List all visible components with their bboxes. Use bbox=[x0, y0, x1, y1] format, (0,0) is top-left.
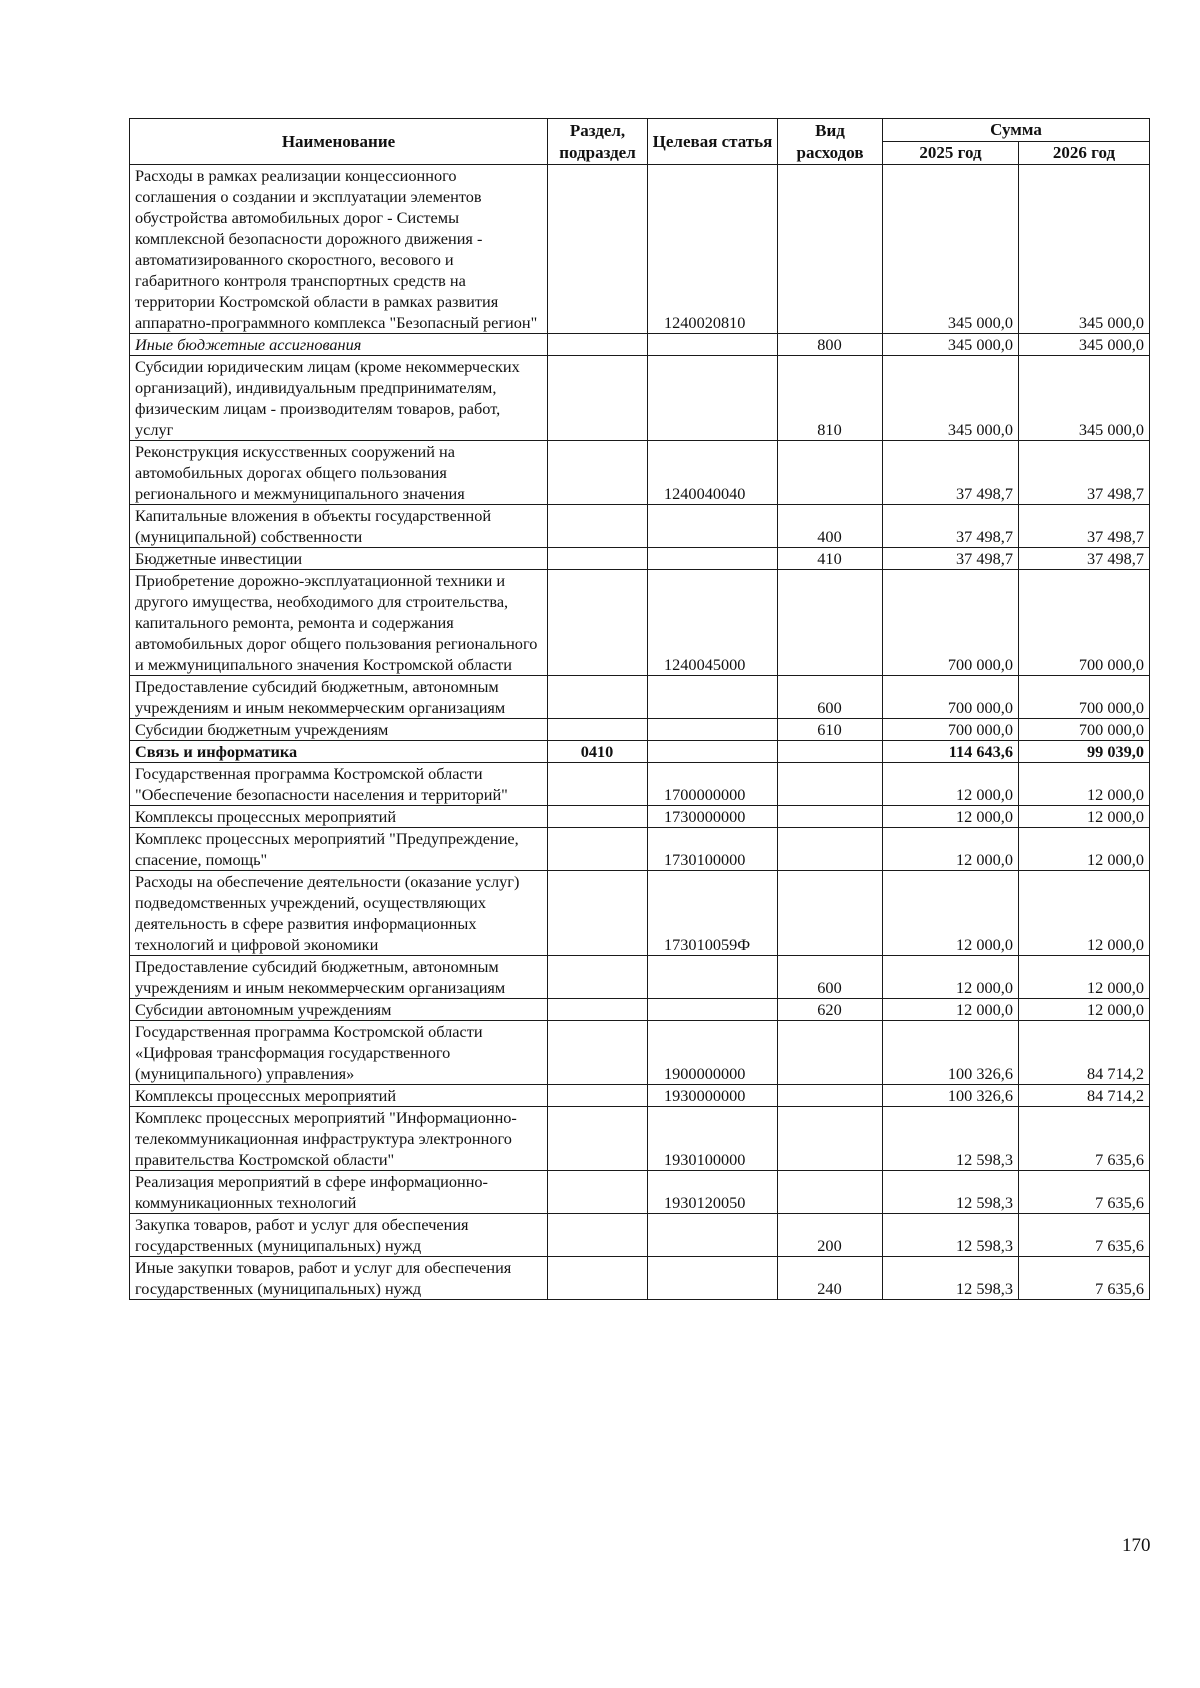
row-sum-2026: 700 000,0 bbox=[1019, 676, 1150, 719]
row-sum-2026: 84 714,2 bbox=[1019, 1085, 1150, 1107]
row-section bbox=[548, 828, 648, 871]
row-target: 1240040040 bbox=[648, 441, 778, 505]
table-row bbox=[130, 334, 1150, 356]
row-target: 1730100000 bbox=[648, 828, 778, 871]
row-kind: 800 bbox=[778, 334, 883, 356]
row-sum-2026: 7 635,6 bbox=[1019, 1257, 1150, 1300]
table-row bbox=[130, 806, 1150, 828]
header-kind: Вид расходов bbox=[778, 119, 883, 165]
row-target: 1240045000 bbox=[648, 570, 778, 676]
row-sum-2026: 12 000,0 bbox=[1019, 999, 1150, 1021]
row-sum-2025: 12 000,0 bbox=[883, 999, 1019, 1021]
row-sum-2026: 345 000,0 bbox=[1019, 356, 1150, 441]
row-sum-2025: 12 598,3 bbox=[883, 1214, 1019, 1257]
row-section bbox=[548, 1171, 648, 1214]
row-sum-2026: 37 498,7 bbox=[1019, 441, 1150, 505]
row-kind: 600 bbox=[778, 956, 883, 999]
row-name: Связь и информатика bbox=[130, 741, 548, 763]
table-row bbox=[130, 828, 1150, 871]
row-name: Государственная программа Костромской области «Цифровая трансформация государственного (муниципального) управления» bbox=[130, 1021, 548, 1085]
row-name: Предоставление субсидий бюджетным, автономным учреждениям и иным некоммерческим организациям bbox=[130, 956, 548, 999]
row-kind: 240 bbox=[778, 1257, 883, 1300]
row-sum-2025: 12 598,3 bbox=[883, 1171, 1019, 1214]
row-target bbox=[648, 1214, 778, 1257]
row-target bbox=[648, 356, 778, 441]
row-kind bbox=[778, 1085, 883, 1107]
row-sum-2026: 12 000,0 bbox=[1019, 763, 1150, 806]
row-section bbox=[548, 334, 648, 356]
header-target: Целевая статья bbox=[648, 119, 778, 165]
row-sum-2026: 12 000,0 bbox=[1019, 828, 1150, 871]
table-row bbox=[130, 719, 1150, 741]
row-kind: 400 bbox=[778, 505, 883, 548]
row-name: Субсидии бюджетным учреждениям bbox=[130, 719, 548, 741]
row-kind bbox=[778, 1171, 883, 1214]
table-row bbox=[130, 1257, 1150, 1300]
table-row bbox=[130, 956, 1150, 999]
header-year-2025: 2025 год bbox=[883, 142, 1019, 165]
row-sum-2025: 345 000,0 bbox=[883, 334, 1019, 356]
row-kind: 410 bbox=[778, 548, 883, 570]
row-name: Приобретение дорожно-эксплуатационной техники и другого имущества, необходимого для строительства, капитального ремонта, ремонта и содержания автомобильных дорог общего пользования регионального и межмуниципального значения Костромской области bbox=[130, 570, 548, 676]
row-target bbox=[648, 676, 778, 719]
row-name: Комплексы процессных мероприятий bbox=[130, 806, 548, 828]
row-section bbox=[548, 719, 648, 741]
row-section bbox=[548, 806, 648, 828]
row-sum-2025: 37 498,7 bbox=[883, 548, 1019, 570]
row-sum-2025: 100 326,6 bbox=[883, 1085, 1019, 1107]
row-name: Реализация мероприятий в сфере информационно-коммуникационных технологий bbox=[130, 1171, 548, 1214]
row-section bbox=[548, 505, 648, 548]
row-section bbox=[548, 763, 648, 806]
row-target: 1900000000 bbox=[648, 1021, 778, 1085]
row-sum-2026: 700 000,0 bbox=[1019, 719, 1150, 741]
table-row bbox=[130, 1214, 1150, 1257]
row-kind: 600 bbox=[778, 676, 883, 719]
header-section: Раздел, подраздел bbox=[548, 119, 648, 165]
row-name: Иные закупки товаров, работ и услуг для обеспечения государственных (муниципальных) нужд bbox=[130, 1257, 548, 1300]
budget-table bbox=[129, 118, 1150, 1300]
row-name: Бюджетные инвестиции bbox=[130, 548, 548, 570]
row-sum-2026: 345 000,0 bbox=[1019, 165, 1150, 334]
row-sum-2025: 37 498,7 bbox=[883, 441, 1019, 505]
row-section bbox=[548, 165, 648, 334]
row-sum-2026: 7 635,6 bbox=[1019, 1214, 1150, 1257]
row-kind bbox=[778, 871, 883, 956]
table-row bbox=[130, 676, 1150, 719]
row-sum-2025: 100 326,6 bbox=[883, 1021, 1019, 1085]
table-row bbox=[130, 741, 1150, 763]
row-name: Комплекс процессных мероприятий "Предупреждение, спасение, помощь" bbox=[130, 828, 548, 871]
row-sum-2026: 12 000,0 bbox=[1019, 956, 1150, 999]
row-target bbox=[648, 1257, 778, 1300]
row-target bbox=[648, 548, 778, 570]
row-name: Субсидии юридическим лицам (кроме некоммерческих организаций), индивидуальным предпринимателям, физическим лицам - производителям товаров, работ, услуг bbox=[130, 356, 548, 441]
row-sum-2025: 12 000,0 bbox=[883, 806, 1019, 828]
row-kind bbox=[778, 441, 883, 505]
budget-sheet bbox=[129, 118, 1150, 1300]
row-target bbox=[648, 956, 778, 999]
row-target: 1930100000 bbox=[648, 1107, 778, 1171]
header-name: Наименование bbox=[130, 119, 548, 165]
row-section bbox=[548, 676, 648, 719]
table-row bbox=[130, 871, 1150, 956]
row-kind bbox=[778, 1021, 883, 1085]
table-row bbox=[130, 548, 1150, 570]
row-target: 1240020810 bbox=[648, 165, 778, 334]
row-name: Расходы на обеспечение деятельности (оказание услуг) подведомственных учреждений, осуществляющих деятельность в сфере развития информационных технологий и цифровой экономики bbox=[130, 871, 548, 956]
row-target: 1930120050 bbox=[648, 1171, 778, 1214]
row-section bbox=[548, 1021, 648, 1085]
row-target: 173010059Ф bbox=[648, 871, 778, 956]
header-sum: Сумма bbox=[883, 119, 1150, 142]
header-year-2026: 2026 год bbox=[1019, 142, 1150, 165]
row-kind: 810 bbox=[778, 356, 883, 441]
row-target bbox=[648, 999, 778, 1021]
row-sum-2026: 84 714,2 bbox=[1019, 1021, 1150, 1085]
row-sum-2025: 12 000,0 bbox=[883, 871, 1019, 956]
row-sum-2025: 114 643,6 bbox=[883, 741, 1019, 763]
row-target bbox=[648, 334, 778, 356]
row-name: Предоставление субсидий бюджетным, автономным учреждениям и иным некоммерческим организациям bbox=[130, 676, 548, 719]
row-section bbox=[548, 548, 648, 570]
row-name: Расходы в рамках реализации концессионного соглашения о создании и эксплуатации элементов обустройства автомобильных дорог - Системы комплексной безопасности дорожного движения - автоматизированного скоростного, весового и габаритного контроля транспортных средств на территории Костромской области в рамках развития аппаратно-программного комплекса "Безопасный регион" bbox=[130, 165, 548, 334]
row-section bbox=[548, 570, 648, 676]
row-target bbox=[648, 719, 778, 741]
row-target bbox=[648, 505, 778, 548]
row-sum-2025: 345 000,0 bbox=[883, 165, 1019, 334]
table-row bbox=[130, 999, 1150, 1021]
row-kind bbox=[778, 1107, 883, 1171]
row-sum-2025: 700 000,0 bbox=[883, 719, 1019, 741]
row-section bbox=[548, 956, 648, 999]
row-target bbox=[648, 741, 778, 763]
row-target: 1730000000 bbox=[648, 806, 778, 828]
row-section bbox=[548, 1214, 648, 1257]
row-name: Комплексы процессных мероприятий bbox=[130, 1085, 548, 1107]
row-sum-2026: 12 000,0 bbox=[1019, 806, 1150, 828]
row-sum-2026: 7 635,6 bbox=[1019, 1171, 1150, 1214]
table-row bbox=[130, 1085, 1150, 1107]
row-kind bbox=[778, 741, 883, 763]
table-row bbox=[130, 165, 1150, 334]
table-row bbox=[130, 570, 1150, 676]
row-kind: 620 bbox=[778, 999, 883, 1021]
row-kind: 200 bbox=[778, 1214, 883, 1257]
row-name: Закупка товаров, работ и услуг для обеспечения государственных (муниципальных) нужд bbox=[130, 1214, 548, 1257]
row-name: Комплекс процессных мероприятий "Информационно-телекоммуникационная инфраструктура электронного правительства Костромской области" bbox=[130, 1107, 548, 1171]
row-section bbox=[548, 1107, 648, 1171]
row-kind bbox=[778, 570, 883, 676]
row-sum-2025: 12 000,0 bbox=[883, 956, 1019, 999]
row-sum-2025: 345 000,0 bbox=[883, 356, 1019, 441]
row-sum-2025: 12 598,3 bbox=[883, 1257, 1019, 1300]
row-section bbox=[548, 441, 648, 505]
row-sum-2025: 37 498,7 bbox=[883, 505, 1019, 548]
row-sum-2026: 37 498,7 bbox=[1019, 548, 1150, 570]
row-name: Реконструкция искусственных сооружений на автомобильных дорогах общего пользования регионального и межмуниципального значения bbox=[130, 441, 548, 505]
table-row bbox=[130, 505, 1150, 548]
row-name: Иные бюджетные ассигнования bbox=[130, 334, 548, 356]
table-row bbox=[130, 763, 1150, 806]
row-kind bbox=[778, 806, 883, 828]
row-sum-2025: 700 000,0 bbox=[883, 676, 1019, 719]
row-sum-2026: 99 039,0 bbox=[1019, 741, 1150, 763]
row-sum-2025: 12 000,0 bbox=[883, 828, 1019, 871]
page-number: 170 bbox=[1122, 1535, 1151, 1556]
row-sum-2026: 700 000,0 bbox=[1019, 570, 1150, 676]
row-sum-2026: 37 498,7 bbox=[1019, 505, 1150, 548]
table-row bbox=[130, 441, 1150, 505]
row-target: 1930000000 bbox=[648, 1085, 778, 1107]
row-sum-2025: 700 000,0 bbox=[883, 570, 1019, 676]
row-sum-2026: 12 000,0 bbox=[1019, 871, 1150, 956]
row-target: 1700000000 bbox=[648, 763, 778, 806]
row-sum-2025: 12 000,0 bbox=[883, 763, 1019, 806]
table-row bbox=[130, 356, 1150, 441]
row-section bbox=[548, 1257, 648, 1300]
row-section bbox=[548, 1085, 648, 1107]
table-row bbox=[130, 1107, 1150, 1171]
row-sum-2026: 7 635,6 bbox=[1019, 1107, 1150, 1171]
budget-rows bbox=[130, 165, 1150, 1300]
row-sum-2026: 345 000,0 bbox=[1019, 334, 1150, 356]
row-kind bbox=[778, 165, 883, 334]
table-row bbox=[130, 1171, 1150, 1214]
row-name: Субсидии автономным учреждениям bbox=[130, 999, 548, 1021]
row-sum-2025: 12 598,3 bbox=[883, 1107, 1019, 1171]
row-kind bbox=[778, 828, 883, 871]
row-section bbox=[548, 356, 648, 441]
row-section: 0410 bbox=[548, 741, 648, 763]
row-kind bbox=[778, 763, 883, 806]
row-name: Государственная программа Костромской области "Обеспечение безопасности населения и территорий" bbox=[130, 763, 548, 806]
row-section bbox=[548, 871, 648, 956]
row-kind: 610 bbox=[778, 719, 883, 741]
table-row bbox=[130, 1021, 1150, 1085]
row-section bbox=[548, 999, 648, 1021]
header-row-1 bbox=[130, 119, 1150, 142]
row-name: Капитальные вложения в объекты государственной (муниципальной) собственности bbox=[130, 505, 548, 548]
